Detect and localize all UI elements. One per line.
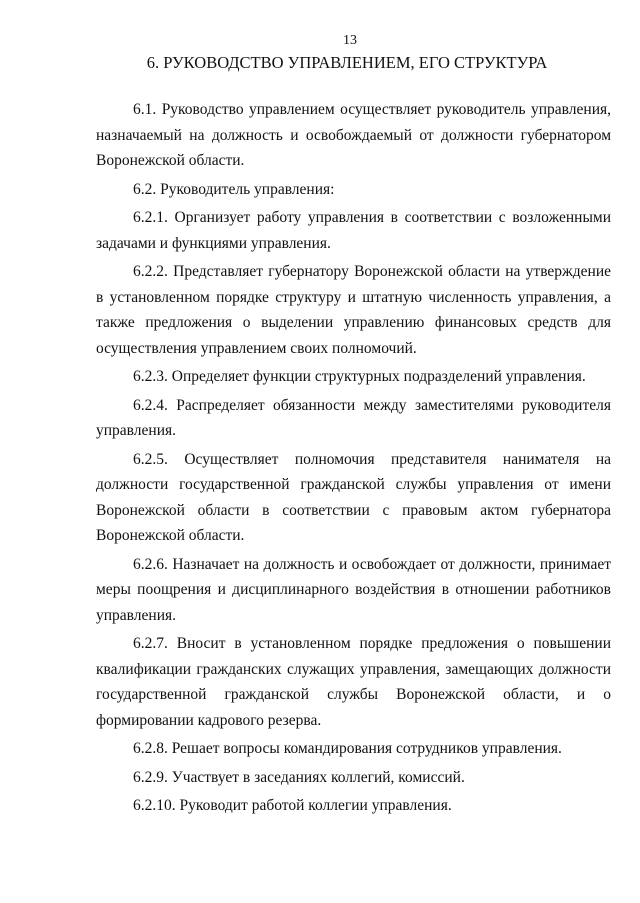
paragraph-6-2-5: 6.2.5. Осуществляет полномочия представителя нанимателя на должности государственной гражданской службы управления от имени Воронежской области в соответствии с правовым актом губернатора Воронежской области. bbox=[96, 450, 611, 544]
paragraph-6-2-4: 6.2.4. Распределяет обязанности между заместителями руководителя управления. bbox=[96, 396, 611, 439]
paragraph-6-1: 6.1. Руководство управлением осуществляет руководитель управления, назначаемый на должность и освобождаемый от должности губернатором Воронежской области. bbox=[96, 101, 611, 169]
paragraph-6-2-7: 6.2.7. Вносит в установленном порядке предложения о повышении квалификации гражданских служащих управления, замещающих должности государственной гражданской службы Воронежской области, и о формировании кадрового резерва. bbox=[96, 635, 611, 729]
paragraph-6-2-10: 6.2.10. Руководит работой коллегии управления. bbox=[133, 797, 452, 814]
paragraph-6-2-3: 6.2.3. Определяет функции структурных подразделений управления. bbox=[133, 368, 586, 385]
paragraph-6-2-2: 6.2.2. Представляет губернатору Воронежской области на утверждение в установленном порядке структуру и штатную численность управления, а также предложения о выделении управлению финансовых средств для осуществления управлением своих полномочий. bbox=[96, 263, 611, 357]
document-body bbox=[96, 97, 611, 819]
paragraph-6-2-9: 6.2.9. Участвует в заседаниях коллегий, комиссий. bbox=[133, 768, 465, 786]
paragraph-6-2-6: 6.2.6. Назначает на должность и освобождает от должности, принимает меры поощрения и дисциплинарного воздействия в отношении работников управления. bbox=[96, 555, 611, 624]
section-title: 6. РУКОВОДСТВО УПРАВЛЕНИЕМ, ЕГО СТРУКТУРА bbox=[146, 53, 548, 72]
paragraph-6-2: 6.2. Руководитель управления: bbox=[133, 180, 335, 198]
paragraph-6-2-8: 6.2.8. Решает вопросы командирования сотрудников управления. bbox=[133, 740, 562, 757]
page-number: 13 bbox=[343, 33, 357, 48]
paragraph-6-2-1: 6.2.1. Организует работу управления в соответствии с возложенными задачами и функциями управления. bbox=[96, 209, 611, 252]
